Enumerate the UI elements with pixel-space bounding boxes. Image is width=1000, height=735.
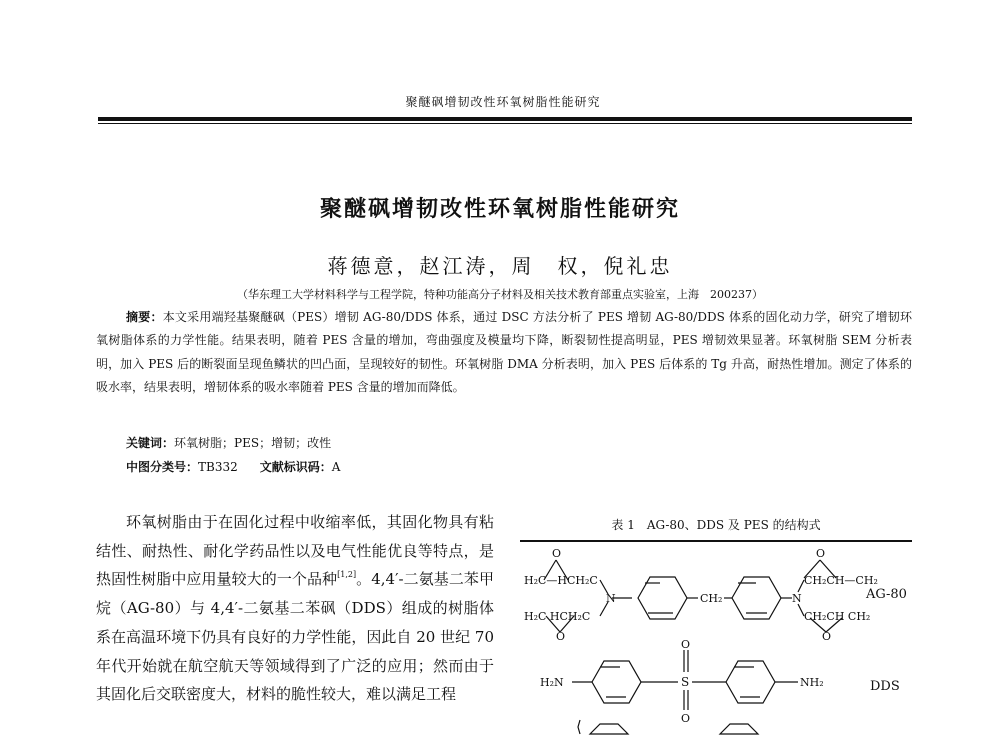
dds-amine-left: H₂N [540,676,564,689]
ag80-left-top-group: H₂C—HCH₂C [524,574,598,587]
ag80-right-bottom-group: CH₂CH CH₂ [804,610,871,623]
body-text-part-2: 。4,4′-二氨基二苯甲烷（AG-80）与 4,4′-二氨基二苯砜（DDS）组成的树脂体系在高温环境下仍具有良好的力学性能，因此自 20 世纪 70 年代开始就在航空航天等领域得到了广泛的应用；然而由于其固化后交联密度大，材料的脆性较大，难以满足工程 [96,570,494,704]
keywords-label: 关键词： [126,436,175,450]
header-rule-thick [98,117,912,121]
abstract [96,306,912,399]
keywords-value: 环氧树脂；PES；增韧；改性 [174,436,332,450]
doc-code-label: 文献标识码： [259,460,332,474]
ag80-epoxy-oxygen-bottom-right: O [822,630,832,643]
ag80-epoxy-oxygen-top-right: O [816,547,826,560]
dds-oxygen-bottom: O [681,712,691,725]
ag80-nitrogen-left: N [606,592,616,605]
author-list: 蒋德意，赵江涛，周 权，倪礼忠 [327,254,673,278]
header-rule-thin [98,123,912,124]
table-top-rule [520,540,912,542]
keywords-line [126,434,331,451]
ag80-nitrogen-right: N [792,592,802,605]
ag80-label: AG-80 [866,587,907,602]
pes-structure-fragment [578,720,758,734]
ag80-bridge-group: CH₂ [700,592,723,605]
ag80-epoxy-oxygen-top-left: O [552,547,562,560]
dds-sulfur: S [681,675,690,689]
dds-oxygen-top: O [681,638,691,651]
dds-label: DDS [870,679,900,694]
author-affiliation: （华东理工大学材料科学与工程学院，特种功能高分子材料及相关技术教育部重点实验室，上海 200237） [237,288,763,301]
body-paragraph [96,508,494,709]
citation-ref: [1,2] [337,570,357,580]
ag80-right-top-group: CH₂CH—CH₂ [804,574,878,587]
doc-code-value: A [331,460,341,474]
abstract-text: 本文采用端羟基聚醚砜（PES）增韧 AG-80/DDS 体系，通过 DSC 方法分析了 PES 增韧 AG-80/DDS 体系的固化动力学，研究了增韧环氧树脂体系的力学性能。结果表明，随着 PES 含量的增加，弯曲强度及模量均下降，断裂韧性提高明显，PES 增韧效果显著。环氧树脂 SEM 分析表明，加入 PES 后的断裂面呈现鱼鳞状的凹凸面，呈现较好的韧性。环氧树脂 DMA 分析表明，加入 PES 后体系的 Tg 升高，耐热性增加。测定了体系的吸水率，结果表明，增韧体系的吸水率随着 PES 含量的增加而降低。 [96,310,912,394]
ag80-left-bottom-group: H₂C HCH₂C [524,610,591,623]
table-caption: 表 1 AG-80、DDS 及 PES 的结构式 [611,518,821,532]
classification-line [126,458,340,475]
structure-formulas [520,544,912,735]
body-text-part-1: 环氧树脂由于在固化过程中收缩率低，其固化物具有粘结性、耐热性、耐化学药品性以及电气性能优良等特点，是热固性树脂中应用量较大的一个品种 [96,513,494,589]
article-title: 聚醚砜增韧改性环氧树脂性能研究 [319,197,680,222]
clc-value: TB332 [198,460,238,474]
clc-label: 中图分类号： [126,460,199,474]
dds-amine-right: NH₂ [800,676,824,689]
ag80-epoxy-oxygen-bottom-left: O [556,630,566,643]
abstract-label: 摘要： [126,310,163,324]
running-header: 聚醚砜增韧改性环氧树脂性能研究 [405,95,601,109]
